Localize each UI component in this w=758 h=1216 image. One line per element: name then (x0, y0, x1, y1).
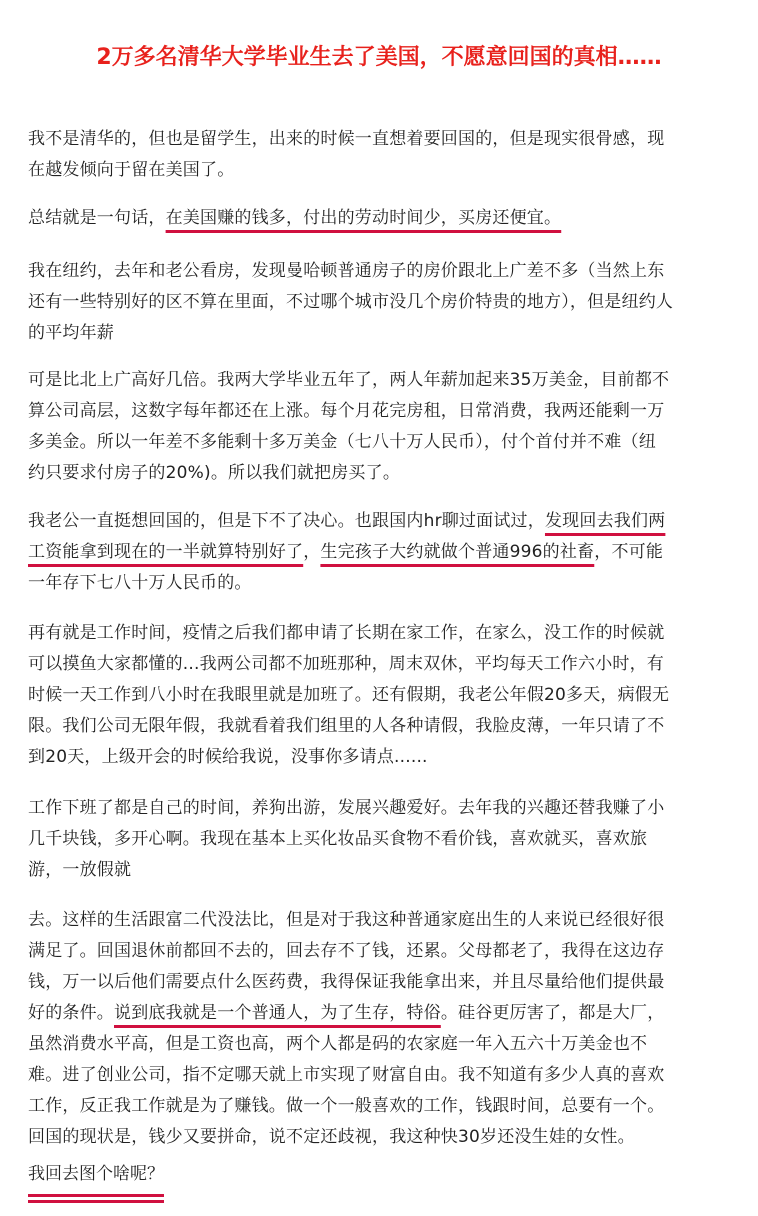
text-run: 总结就是一句话， (28, 208, 166, 228)
underlined-highlight: 说到底我就是一个普通人，为了生存，特俗 (114, 1003, 441, 1023)
paragraph-line: 我在纽约，去年和老公看房，发现曼哈顿普通房子的房价跟北上广差不多（当然上东 (28, 261, 665, 281)
paragraph-line: 一年存下七八十万人民币的。 (28, 573, 252, 593)
paragraph-line: 几千块钱，多开心啊。我现在基本上买化妆品买食物不看价钱，喜欢就买，喜欢旅 (28, 829, 648, 849)
paragraph-7 (28, 793, 730, 886)
underlined-highlight: 生完孩子大约就做个普通996的社畜 (320, 542, 595, 562)
paragraph-line: 虽然消费水平高，但是工资也高，两个人都是码的农家庭一年入五六十万美金也不 (28, 1034, 648, 1054)
paragraph-line: 我不是清华的，但也是留学生，出来的时候一直想着要回国的，但是现实很骨感，现 (28, 129, 665, 149)
underlined-highlight: 在美国赚的钱多，付出的劳动时间少，买房还便宜。 (165, 208, 562, 228)
paragraph-line: 多美金。所以一年差不多能剩十多万美金（七八十万人民币），付个首付并不难（纽 (28, 432, 656, 452)
paragraph-line: 再有就是工作时间，疫情之后我们都申请了长期在家工作，在家么，没工作的时候就 (28, 623, 665, 643)
paragraph-line: 可是比北上广高好几倍。我两大学毕业五年了，两人年薪加起来35万美金，目前都不 (28, 370, 670, 390)
paragraph-3 (28, 256, 730, 349)
paragraph-line: 在越发倾向于留在美国了。 (28, 160, 235, 180)
text-run: 好的条件。 (28, 1003, 114, 1023)
paragraph-line: 回国的现状是，钱少又要拼命，说不定还歧视，我这种快30岁还没生娃的女性。 (28, 1127, 635, 1147)
paragraph-8 (28, 905, 730, 1153)
text-run: ，不可能 (594, 542, 664, 562)
paragraph-line (28, 203, 730, 234)
paragraph-line: 的平均年薪 (28, 323, 114, 343)
underlined-highlight: 发现回去我们两 (544, 511, 666, 531)
paragraph-6 (28, 618, 730, 773)
text-run: ， (303, 542, 321, 562)
paragraph-2 (28, 203, 730, 234)
paragraph-line (28, 537, 730, 568)
paragraph-line: 难。进了创业公司，指不定哪天就上市实现了财富自由。我不知道有多少人真的喜欢 (28, 1065, 665, 1085)
paragraph-4 (28, 365, 730, 489)
paragraph-line (28, 998, 730, 1029)
underlined-highlight: 工资能拿到现在的一半就算特别好了 (28, 542, 304, 562)
paragraph-line (28, 506, 730, 537)
paragraph-line: 还有一些特别好的区不算在里面，不过哪个城市没几个房价特贵的地方），但是纽约人 (28, 292, 674, 312)
paragraph-line: 钱，万一以后他们需要点什么医药费，我得保证我能拿出来，并且尽量给他们提供最 (28, 972, 665, 992)
paragraph-line: 到20天，上级开会的时候给我说，没事你多请点...... (28, 747, 428, 767)
text-run: 。硅谷更厉害了，都是大厂， (440, 1003, 665, 1023)
paragraph-5 (28, 506, 730, 599)
text-run: 我老公一直挺想回国的，但是下不了决心。也跟国内hr聊过面试过， (28, 511, 545, 531)
paragraph-line: 时候一天工作到八小时在我眼里就是加班了。还有假期，我老公年假20多天，病假无 (28, 685, 670, 705)
paragraph-line: 约只要求付房子的20%)。所以我们就把房买了。 (28, 463, 401, 483)
paragraph-line: 可以摸鱼大家都懂的...我两公司都不加班那种，周末双休，平均每天工作六小时，有 (28, 654, 665, 674)
paragraph-line: 游，一放假就 (28, 860, 132, 880)
paragraph-line: 满足了。回国退休前都回不去的，回去存不了钱，还累。父母都老了，我得在这边存 (28, 941, 665, 961)
paragraph-line: 工作下班了都是自己的时间，养狗出游，发展兴趣爱好。去年我的兴趣还替我赚了小 (28, 798, 665, 818)
double-underline (28, 1194, 164, 1203)
paragraph-line: 算公司高层，这数字每年都还在上涨。每个月花完房租，日常消费，我两还能剩一万 (28, 401, 665, 421)
paragraph-line: 去。这样的生活跟富二代没法比，但是对于我这种普通家庭出生的人来说已经很好很 (28, 910, 665, 930)
closing-question: 我回去图个啥呢？ (28, 1164, 164, 1184)
article-title: 2万多名清华大学毕业生去了美国，不愿意回国的真相…… (96, 45, 662, 70)
paragraph-1 (28, 124, 730, 186)
paragraph-line: 工作，反正我工作就是为了赚钱。做一个一般喜欢的工作，钱跟时间，总要有一个。 (28, 1096, 665, 1116)
paragraph-line: 限。我们公司无限年假，我就看着我们组里的人各种请假，我脸皮薄，一年只请了不 (28, 716, 665, 736)
